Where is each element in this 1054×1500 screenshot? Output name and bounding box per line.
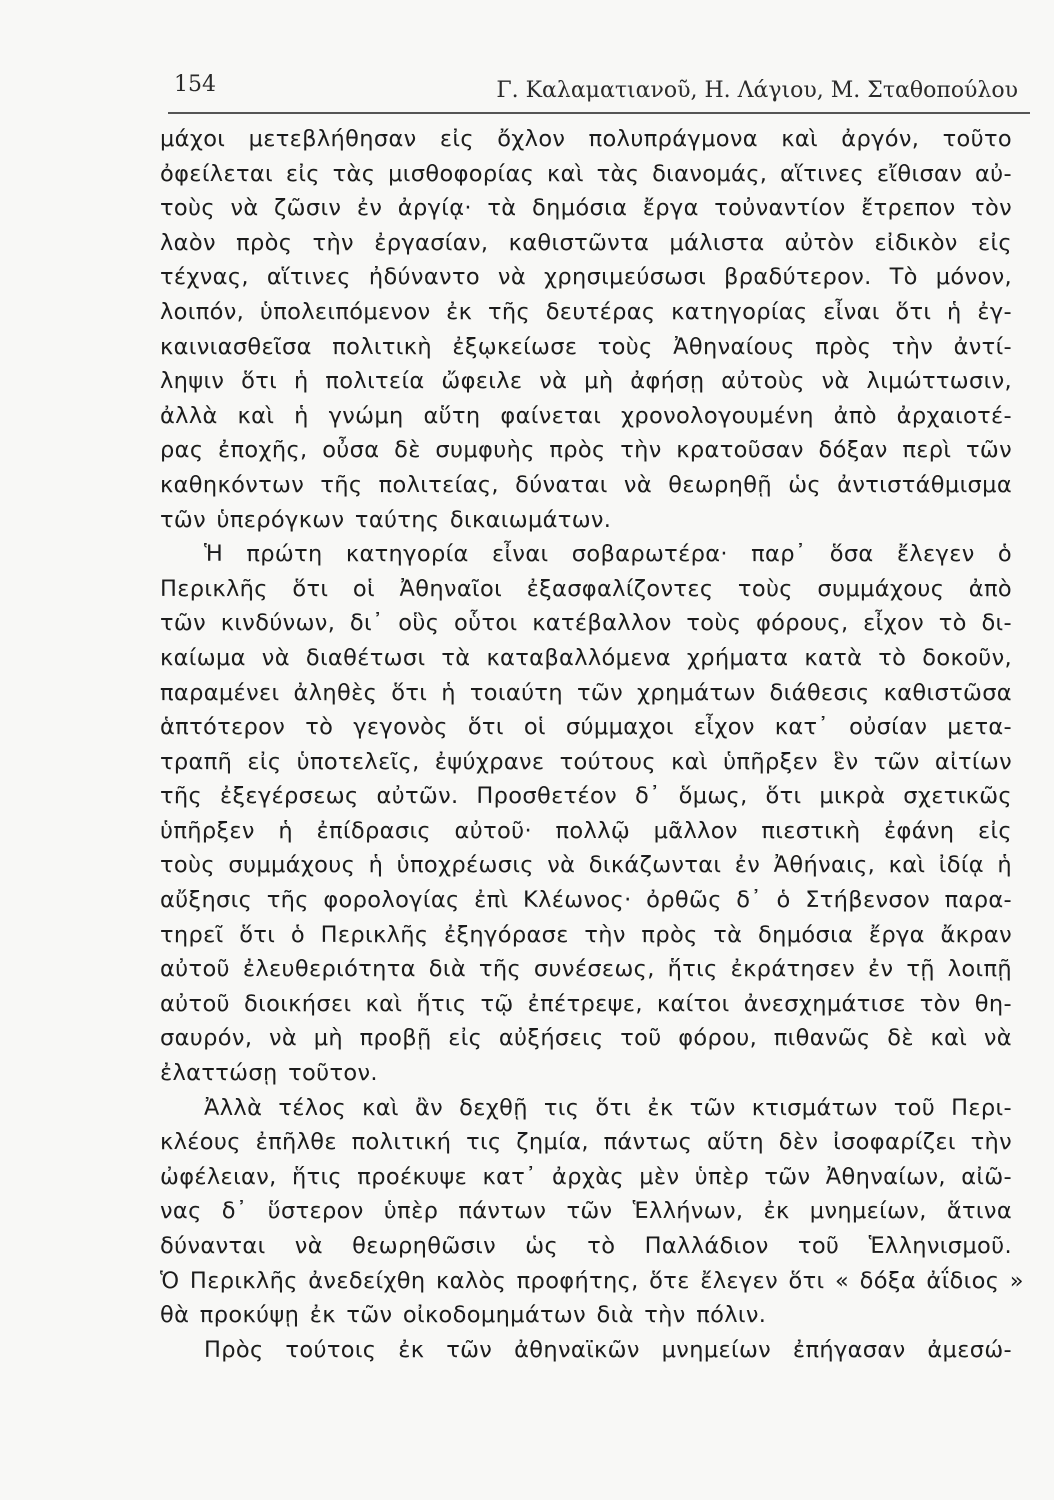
text-line: ρας ἐποχῆς, οὖσα δὲ συμφυὴς πρὸς τὴν κρατοῦσαν δόξαν περὶ τῶν [160, 437, 1012, 464]
text-line: Ὁ Περικλῆς ἀνεδείχθη καλὸς προφήτης, ὅτε ἔλεγεν ὅτι « δόξα ἀΐδιος » [160, 1267, 1024, 1294]
text-line: ἀλλὰ καὶ ἡ γνώμη αὕτη φαίνεται χρονολογουμένη ἀπὸ ἀρχαιοτέ- [160, 402, 1012, 429]
text-line: παραμένει ἀληθὲς ὅτι ἡ τοιαύτη τῶν χρημάτων διάθεσις καθιστῶσα [160, 679, 1012, 706]
text-line: τραπῆ εἰς ὑποτελεῖς, ἐψύχρανε τούτους καὶ ὑπῆρξεν ἓν τῶν αἰτίων [160, 748, 1012, 775]
text-line: τηρεῖ ὅτι ὁ Περικλῆς ἐξηγόρασε τὴν πρὸς τὰ δημόσια ἔργα ἄκραν [160, 921, 1012, 948]
text-line: αὐτοῦ διοικήσει καὶ ἥτις τῷ ἐπέτρεψε, καίτοι ἀνεσχημάτισε τὸν θη- [160, 990, 1012, 1017]
text-line: καινιασθεῖσα πολιτικὴ ἐξῳκείωσε τοὺς Ἀθηναίους πρὸς τὴν ἀντί- [160, 333, 1012, 360]
text-line: ὠφέλειαν, ἥτις προέκυψε κατ᾽ ἀρχὰς μὲν ὑπὲρ τῶν Ἀθηναίων, αἰῶ- [160, 1163, 1012, 1190]
text-line: μάχοι μετεβλήθησαν εἰς ὄχλον πολυπράγμονα καὶ ἀργόν, τοῦτο [160, 126, 1012, 152]
body-text [160, 122, 1024, 1367]
text-line: ληψιν ὅτι ἡ πολιτεία ὤφειλε νὰ μὴ ἀφήσῃ αὐτοὺς νὰ λιμώττωσιν, [160, 368, 1012, 395]
text-line: λαὸν πρὸς τὴν ἐργασίαν, καθιστῶντα μάλιστα αὐτὸν εἰδικὸν εἰς [160, 229, 1012, 256]
text-line: τῶν κινδύνων, δι᾽ οὓς οὗτοι κατέβαλλον τοὺς φόρους, εἶχον τὸ δι- [160, 610, 1012, 637]
text-line: σαυρόν, νὰ μὴ προβῇ εἰς αὐξήσεις τοῦ φόρου, πιθανῶς δὲ καὶ νὰ [160, 1025, 1012, 1052]
text-line: ἁπτότερον τὸ γεγονὸς ὅτι οἱ σύμμαχοι εἶχον κατ᾽ οὐσίαν μετα- [160, 714, 1012, 741]
text-line: κλέους ἐπῆλθε πολιτική τις ζημία, πάντως αὕτη δὲν ἰσοφαρίζει τὴν [160, 1129, 1012, 1156]
text-line: τοὺς νὰ ζῶσιν ἐν ἀργίᾳ· τὰ δημόσια ἔργα τοὐναντίον ἔτρεπον τὸν [160, 195, 1012, 222]
running-head: Γ. Καλαματιανοῦ, Η. Λάγιου, Μ. Σταθοπούλου [496, 78, 1018, 103]
text-line: λοιπόν, ὑπολειπόμενον ἐκ τῆς δευτέρας κατηγορίας εἶναι ὅτι ἡ ἐγ- [160, 298, 1012, 325]
header-rule [168, 112, 1030, 114]
paragraph-first-line: Ἡ πρώτη κατηγορία εἶναι σοβαρωτέρα· παρ᾽ ὅσα ἔλεγεν ὁ [204, 541, 1012, 568]
text-line: τῆς ἐξεγέρσεως αὐτῶν. Προσθετέον δ᾽ ὅμως, ὅτι μικρὰ σχετικῶς [160, 783, 1012, 810]
paragraph-first-line: Πρὸς τούτοις ἐκ τῶν ἀθηναϊκῶν μνημείων ἐπήγασαν ἀμεσώ- [204, 1336, 1012, 1363]
text-line: θὰ προκύψῃ ἐκ τῶν οἰκοδομημάτων διὰ τὴν πόλιν. [160, 1302, 767, 1329]
text-line: Περικλῆς ὅτι οἱ Ἀθηναῖοι ἐξασφαλίζοντες τοὺς συμμάχους ἀπὸ [160, 575, 1012, 602]
text-line: ὀφείλεται εἰς τὰς μισθοφορίας καὶ τὰς διανομάς, αἵτινες εἴθισαν αὐ- [160, 160, 1012, 187]
paragraph-first-line: Ἀλλὰ τέλος καὶ ἂν δεχθῇ τις ὅτι ἐκ τῶν κτισμάτων τοῦ Περι- [204, 1094, 1012, 1121]
text-line: αὔξησις τῆς φορολογίας ἐπὶ Κλέωνος· ὀρθῶς δ᾽ ὁ Στήβενσον παρα- [160, 887, 1012, 914]
text-line: ὑπῆρξεν ἡ ἐπίδρασις αὐτοῦ· πολλῷ μᾶλλον πιεστικὴ ἐφάνη εἰς [160, 817, 1012, 844]
text-line: ἐλαττώσῃ τοῦτον. [160, 1060, 378, 1087]
text-line: τέχνας, αἵτινες ἠδύναντο νὰ χρησιμεύσωσι βραδύτερον. Τὸ μόνον, [160, 264, 1012, 291]
text-line: αὐτοῦ ἐλευθεριότητα διὰ τῆς συνέσεως, ἥτις ἐκράτησεν ἐν τῇ λοιπῇ [160, 956, 1012, 983]
text-line: τοὺς συμμάχους ἡ ὑποχρέωσις νὰ δικάζωνται ἐν Ἀθήναις, καὶ ἰδίᾳ ἡ [160, 852, 1012, 879]
text-line: δύνανται νὰ θεωρηθῶσιν ὡς τὸ Παλλάδιον τοῦ Ἑλληνισμοῦ. [160, 1233, 1012, 1259]
page-header [168, 70, 1028, 106]
text-line: τῶν ὑπερόγκων ταύτης δικαιωμάτων. [160, 506, 612, 533]
text-line: καίωμα νὰ διαθέτωσι τὰ καταβαλλόμενα χρήματα κατὰ τὸ δοκοῦν, [160, 644, 1012, 671]
text-line: καθηκόντων τῆς πολιτείας, δύναται νὰ θεωρηθῇ ὡς ἀντιστάθμισμα [160, 471, 1012, 498]
page-number: 154 [174, 72, 216, 97]
text-line: νας δ᾽ ὕστερον ὑπὲρ πάντων τῶν Ἑλλήνων, ἐκ μνημείων, ἅτινα [160, 1198, 1012, 1225]
